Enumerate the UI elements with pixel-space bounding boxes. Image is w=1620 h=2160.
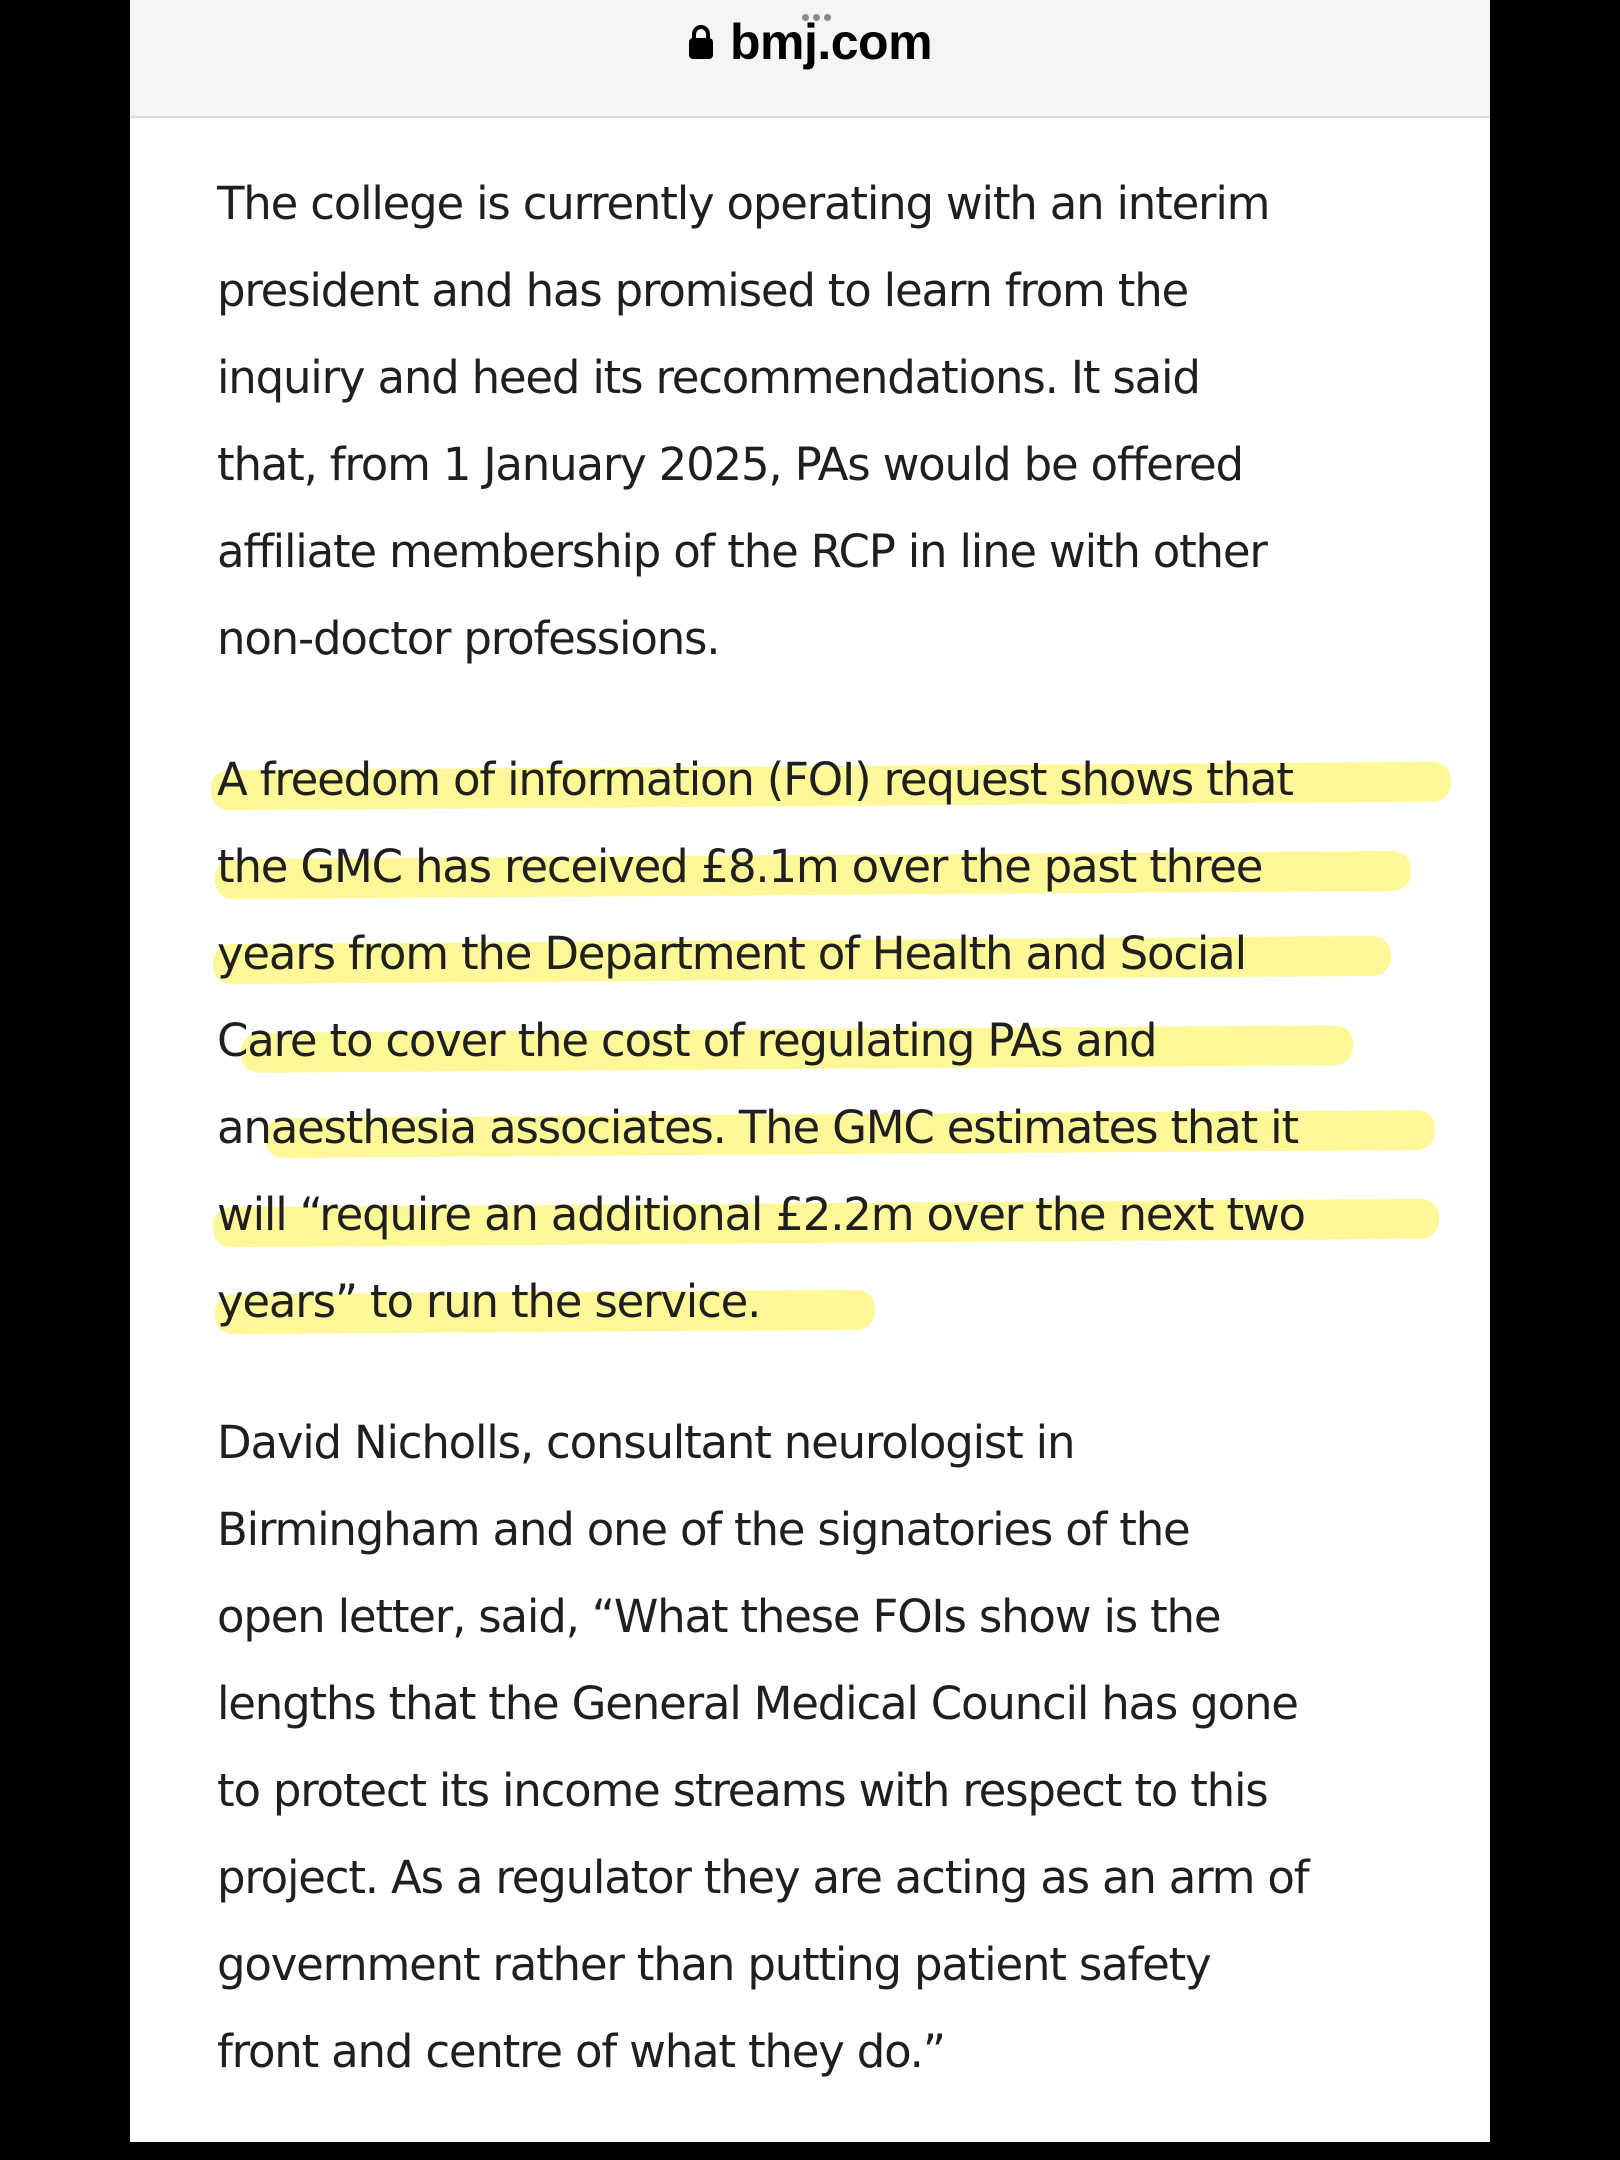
paragraph-interim-president — [217, 160, 1447, 682]
text-line: lengths that the General Medical Council has gone — [217, 1677, 1298, 1730]
text-line: affiliate membership of the RCP in line with other — [217, 525, 1267, 578]
text-line: David Nicholls, consultant neurologist in — [217, 1416, 1075, 1469]
highlighted-text-line: the GMC has received £8.1m over the past three — [217, 823, 1447, 910]
text-line: inquiry and heed its recommendations. It said — [217, 351, 1200, 404]
paragraph-foi-highlighted — [217, 736, 1447, 1345]
highlighted-text-line: will “require an additional £2.2m over the next two — [217, 1171, 1447, 1258]
text-line: non-doctor professions. — [217, 612, 720, 665]
article-body — [217, 160, 1447, 2095]
text-line: that, from 1 January 2025, PAs would be offered — [217, 438, 1243, 491]
text-line: to protect its income streams with respect to this — [217, 1764, 1268, 1817]
paragraph-david-nicholls-quote — [217, 1399, 1447, 2095]
highlighted-text-line: years” to run the service. — [217, 1258, 1447, 1345]
highlighted-text-line: years from the Department of Health and Social — [217, 910, 1447, 997]
url-display[interactable] — [130, 12, 1490, 72]
text-line: front and centre of what they do.” — [217, 2025, 945, 2078]
text-line: government rather than putting patient safety — [217, 1938, 1211, 1991]
url-text: bmj.com — [729, 14, 933, 70]
text-line: president and has promised to learn from the — [217, 264, 1189, 317]
text-line: The college is currently operating with an interim — [217, 177, 1270, 230]
address-bar[interactable] — [130, 0, 1490, 118]
lock-icon — [688, 24, 714, 60]
highlighted-text-line: Care to cover the cost of regulating PAs and — [217, 997, 1447, 1084]
text-line: open letter, said, “What these FOIs show is the — [217, 1590, 1221, 1643]
text-line: Birmingham and one of the signatories of the — [217, 1503, 1190, 1556]
highlighted-text-line: anaesthesia associates. The GMC estimates that it — [217, 1084, 1447, 1171]
browser-screen — [130, 0, 1490, 2142]
text-line: project. As a regulator they are acting as an arm of — [217, 1851, 1309, 1904]
highlighted-text-line: A freedom of information (FOI) request shows that — [217, 736, 1447, 823]
